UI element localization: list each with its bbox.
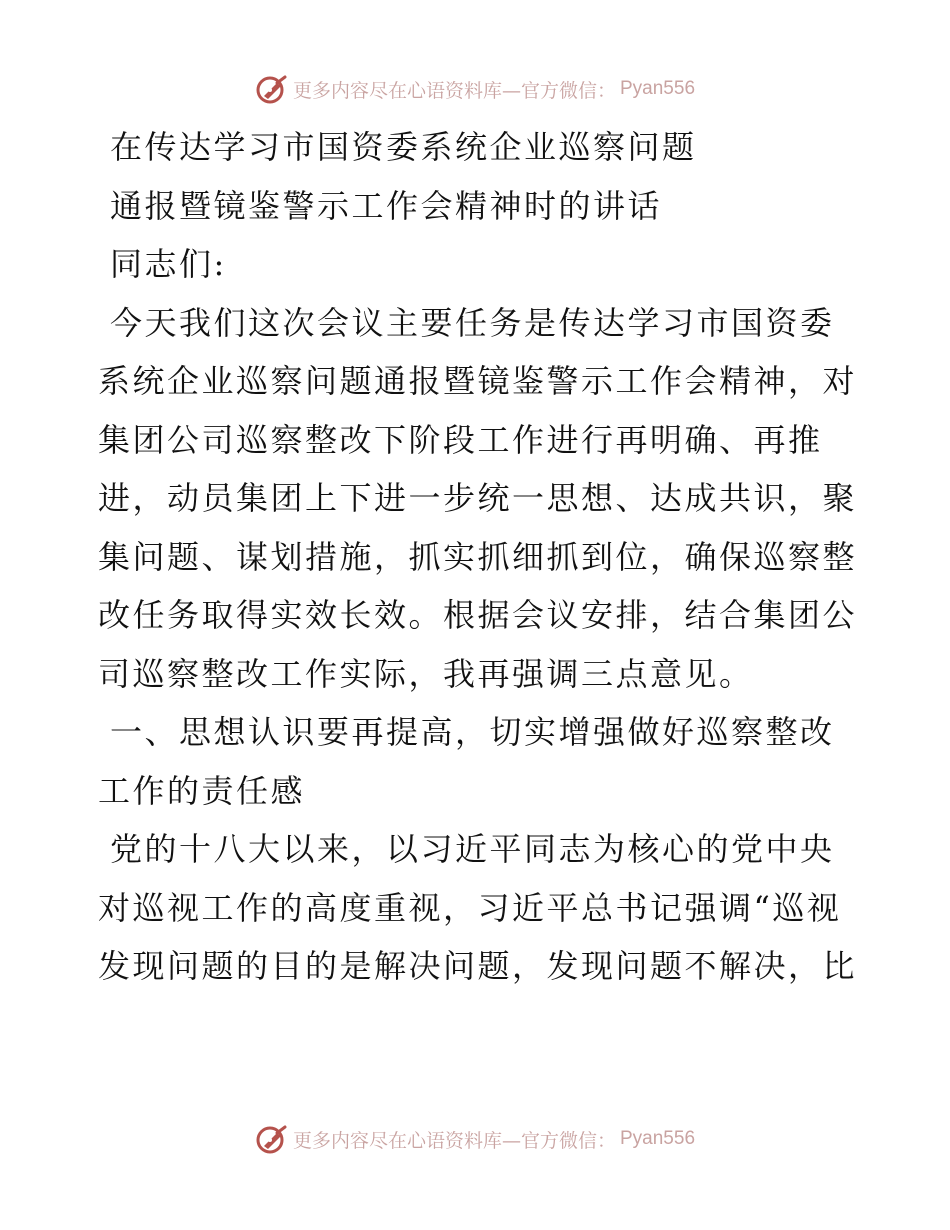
watermark-text: 更多内容尽在心语资料库—官方微信： xyxy=(292,79,616,102)
paragraph-1-first-line: 今天我们这次会议主要任务是传达学习市国资委 xyxy=(110,303,835,342)
document-title-line-2: 通报暨镜鉴警示工作会精神时的讲话 xyxy=(110,186,663,225)
pen-nib-logo-icon xyxy=(255,74,289,104)
header-watermark xyxy=(0,74,950,104)
document-body xyxy=(98,118,858,996)
section-heading-1-rest: 工作的责任感 xyxy=(98,771,306,810)
pen-nib-logo-icon xyxy=(255,1124,289,1154)
section-heading-1-first-line: 一、思想认识要再提高，切实增强做好巡察整改 xyxy=(110,713,835,751)
salutation: 同志们: xyxy=(110,245,227,283)
watermark-wechat-id: Pyan556 xyxy=(620,78,696,99)
paragraph-1-body: 系统企业巡察问题通报暨镜鉴警示工作会精神，对集团公司巡察整改下阶段工作进行再明确、再推进，动员集团上下进一步统一思想、达成共识，聚集问题、谋划措施，抓实抓细抓到位，确保巡察整改任务取得实效长效。根据会议安排，结合集团公司巡察整改工作实际，我再强调三点意见。 xyxy=(98,362,858,693)
footer-watermark xyxy=(0,1124,950,1154)
document-title-line-1: 在传达学习市国资委系统企业巡察问题 xyxy=(110,128,697,166)
watermark-wechat-id: Pyan556 xyxy=(620,1128,696,1149)
paragraph-2-body: 对巡视工作的高度重视，习近平总书记强调“巡视发现问题的目的是解决问题，发现问题不解决，比 xyxy=(98,888,858,985)
watermark-text: 更多内容尽在心语资料库—官方微信： xyxy=(292,1129,616,1152)
paragraph-2-first-line: 党的十八大以来，以习近平同志为核心的党中央 xyxy=(110,830,835,868)
